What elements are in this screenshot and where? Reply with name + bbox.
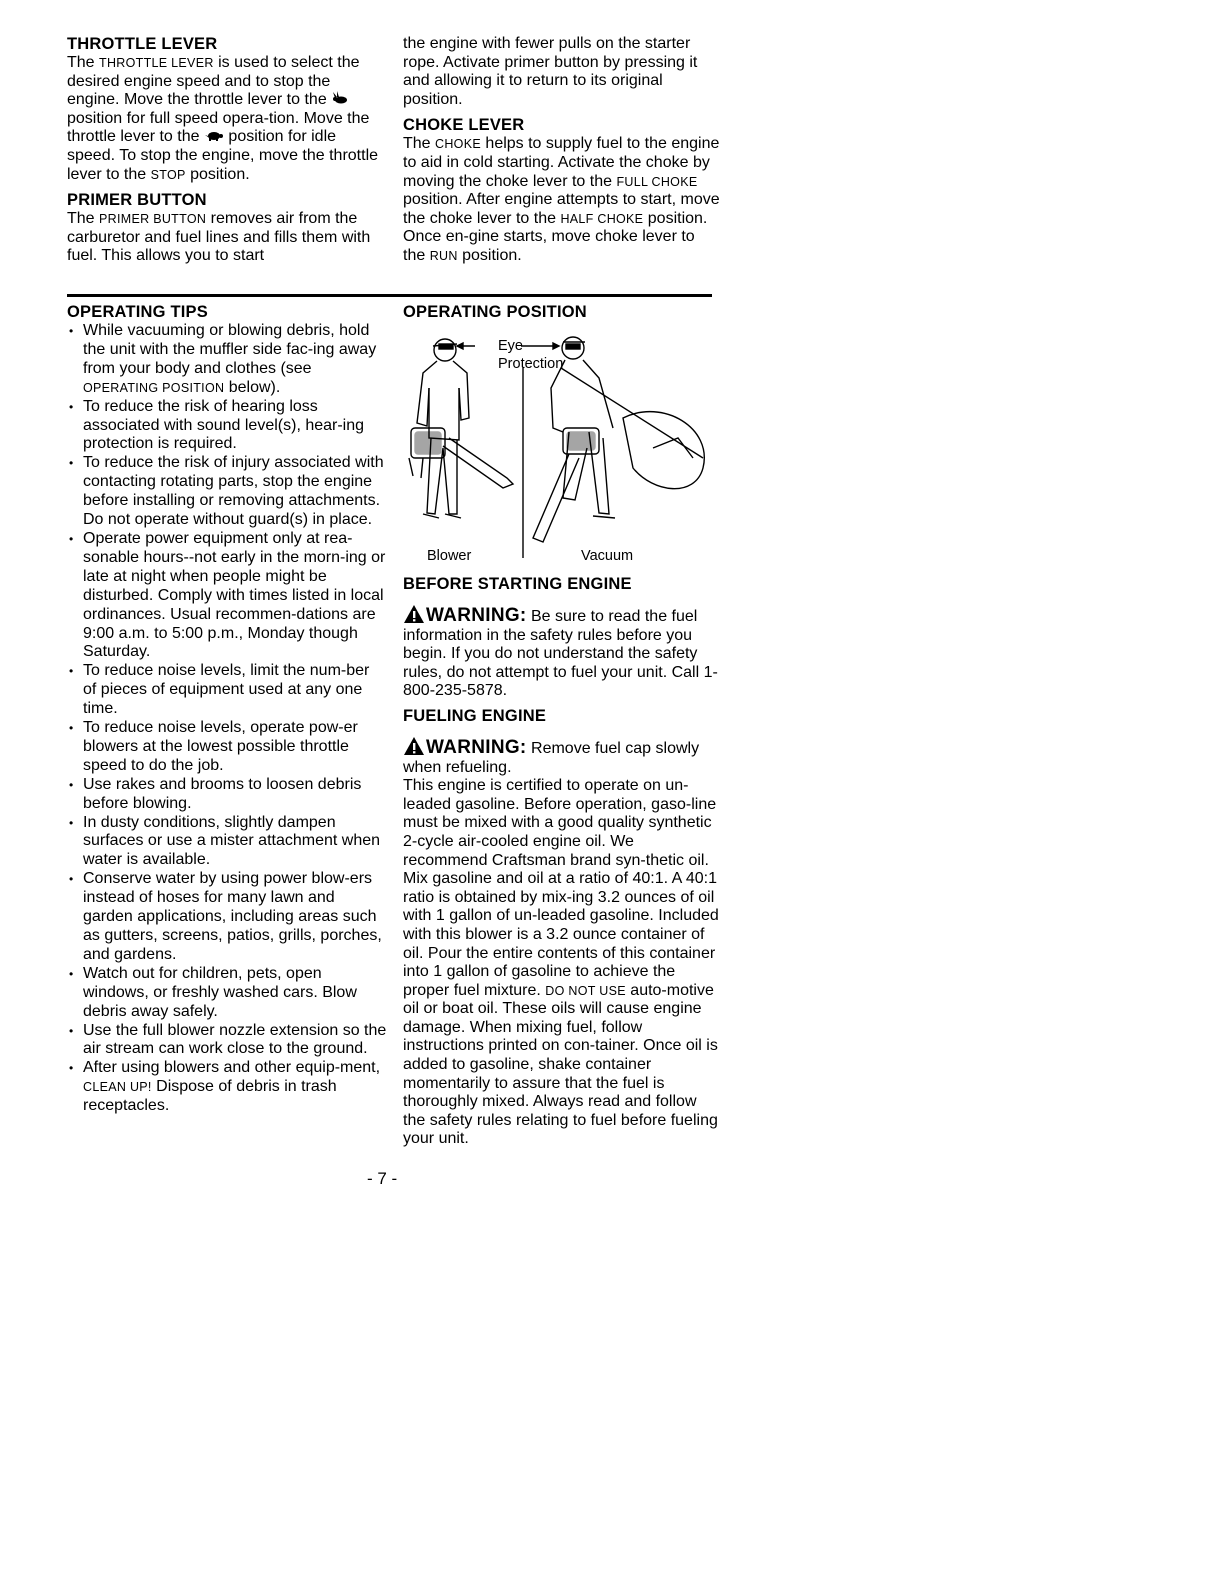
- tip-item: • To reduce noise levels, operate pow-er blowers at the lowest possible throttle speed to do the job.: [67, 719, 387, 776]
- warning-triangle-icon: [403, 604, 425, 624]
- fueling-engine-heading: FUELING ENGINE: [403, 706, 547, 725]
- primer-button-text: The PRIMER BUTTON removes air from the carburetor and fuel lines and fills them with fuel. This allows you to start: [67, 210, 371, 265]
- protection-label: Protection: [498, 356, 564, 372]
- right-top-column: [403, 35, 721, 266]
- section-divider: [67, 294, 712, 297]
- throttle-lever-text: The THROTTLE LEVER is used to select the desired engine speed and to stop the engine. Move the throttle lever to the position for full speed opera-tion. Move the throttle lever to the position for idle speed. To stop the engine, move the throttle lever to the STOP position.: [67, 54, 379, 183]
- left-top-column: [67, 35, 387, 266]
- operating-position-heading: OPERATING POSITION: [403, 303, 587, 321]
- tip-item: • To reduce noise levels, limit the num-ber of pieces of equipment used at any one time.: [67, 662, 387, 719]
- tip-item: • Conserve water by using power blow-ers instead of hoses for many lawn and garden applications, including areas such as gutters, screens, patios, grills, porches, and gardens.: [67, 870, 387, 965]
- throttle-lever-heading: THROTTLE LEVER: [67, 35, 218, 53]
- fueling-warning: WARNING: Remove fuel cap slowly when refueling.: [403, 736, 700, 776]
- tip-item: • To reduce the risk of injury associated with contacting rotating parts, stop the engine before installing or removing attachments. Do not operate without guard(s) in place.: [67, 454, 387, 530]
- fueling-text: This engine is certified to operate on un-leaded gasoline. Before operation, gaso-line must be mixed with a good quality synthetic 2-cycle air-cooled engine oil. We recommend Craftsman brand syn-thetic oil. Mix gasoline and oil at a ratio of 40:1. A 40:1 ratio is obtained by mix-ing 3.2 ounces of oil with 1 gallon of un-leaded gasoline. Included with this blower is a 3.2 ounce container of oil. Pour the entire contents of this container into 1 gallon of gasoline to achieve the proper fuel mixture. DO NOT USE auto-motive oil or boat oil. These oils will cause engine damage. When mixing fuel, follow instructions printed on con-tainer. Once oil is added to gasoline, shake container momentarily to assure that the fuel is thoroughly mixed. Always read and follow the safety rules relating to fuel before fueling your unit.: [403, 777, 719, 1148]
- tip-item: • After using blowers and other equip-ment, CLEAN UP! Dispose of debris in trash receptacles.: [67, 1059, 387, 1116]
- operating-tips-heading: OPERATING TIPS: [67, 303, 208, 321]
- operating-position-figure: [403, 328, 721, 573]
- tip-item: • To reduce the risk of hearing loss associated with sound level(s), hear-ing protection is required.: [67, 398, 387, 455]
- tip-item: • Operate power equipment only at rea-sonable hours--not early in the morn-ing or late at night when people might be disturbed. Comply with times listed in local ordinances. Usual recommen-dations are 9:00 a.m. to 5:00 p.m., Monday though Saturday.: [67, 530, 387, 662]
- tip-item: • Watch out for children, pets, open windows, or freshly washed cars. Blow debris away safely.: [67, 965, 387, 1022]
- operating-tips-list: [67, 322, 387, 1116]
- tip-item: • While vacuuming or blowing debris, hold the unit with the muffler side fac-ing away from your body and clothes (see OPERATING POSITION below).: [67, 322, 387, 398]
- blower-label: Blower: [427, 548, 472, 564]
- rabbit-fast-icon: [331, 91, 349, 105]
- primer-button-continued: the engine with fewer pulls on the starter rope. Activate primer button by pressing it and allowing it to return to its original position.: [403, 35, 698, 108]
- warning-triangle-icon: [403, 736, 425, 756]
- right-bottom-column: [403, 303, 721, 1149]
- vacuum-label: Vacuum: [581, 548, 634, 564]
- page-number: - 7 -: [367, 1169, 398, 1188]
- primer-button-heading: PRIMER BUTTON: [67, 191, 207, 210]
- left-bottom-column: [67, 303, 387, 1116]
- eye-label: Eye: [498, 338, 523, 354]
- tip-item: • Use the full blower nozzle extension so the air stream can work close to the ground.: [67, 1022, 387, 1060]
- choke-lever-heading: CHOKE LEVER: [403, 116, 525, 135]
- tip-item: • Use rakes and brooms to loosen debris before blowing.: [67, 776, 387, 814]
- before-starting-warning: WARNING: Be sure to read the fuel information in the safety rules before you begin. If you do not understand the safety rules, do not attempt to fuel your unit. Call 1-800-235-5878.: [403, 605, 718, 700]
- tip-item: • In dusty conditions, slightly dampen surfaces or use a mister attachment when water is available.: [67, 814, 387, 871]
- choke-lever-text: The CHOKE helps to supply fuel to the engine to aid in cold starting. Activate the choke by moving the choke lever to the FULL CHOKE position. After engine attempts to start, move the choke lever to the HALF CHOKE position. Once en-gine starts, move choke lever to the RUN position.: [403, 135, 720, 264]
- before-starting-heading: BEFORE STARTING ENGINE: [403, 575, 632, 593]
- turtle-slow-icon: [204, 129, 224, 141]
